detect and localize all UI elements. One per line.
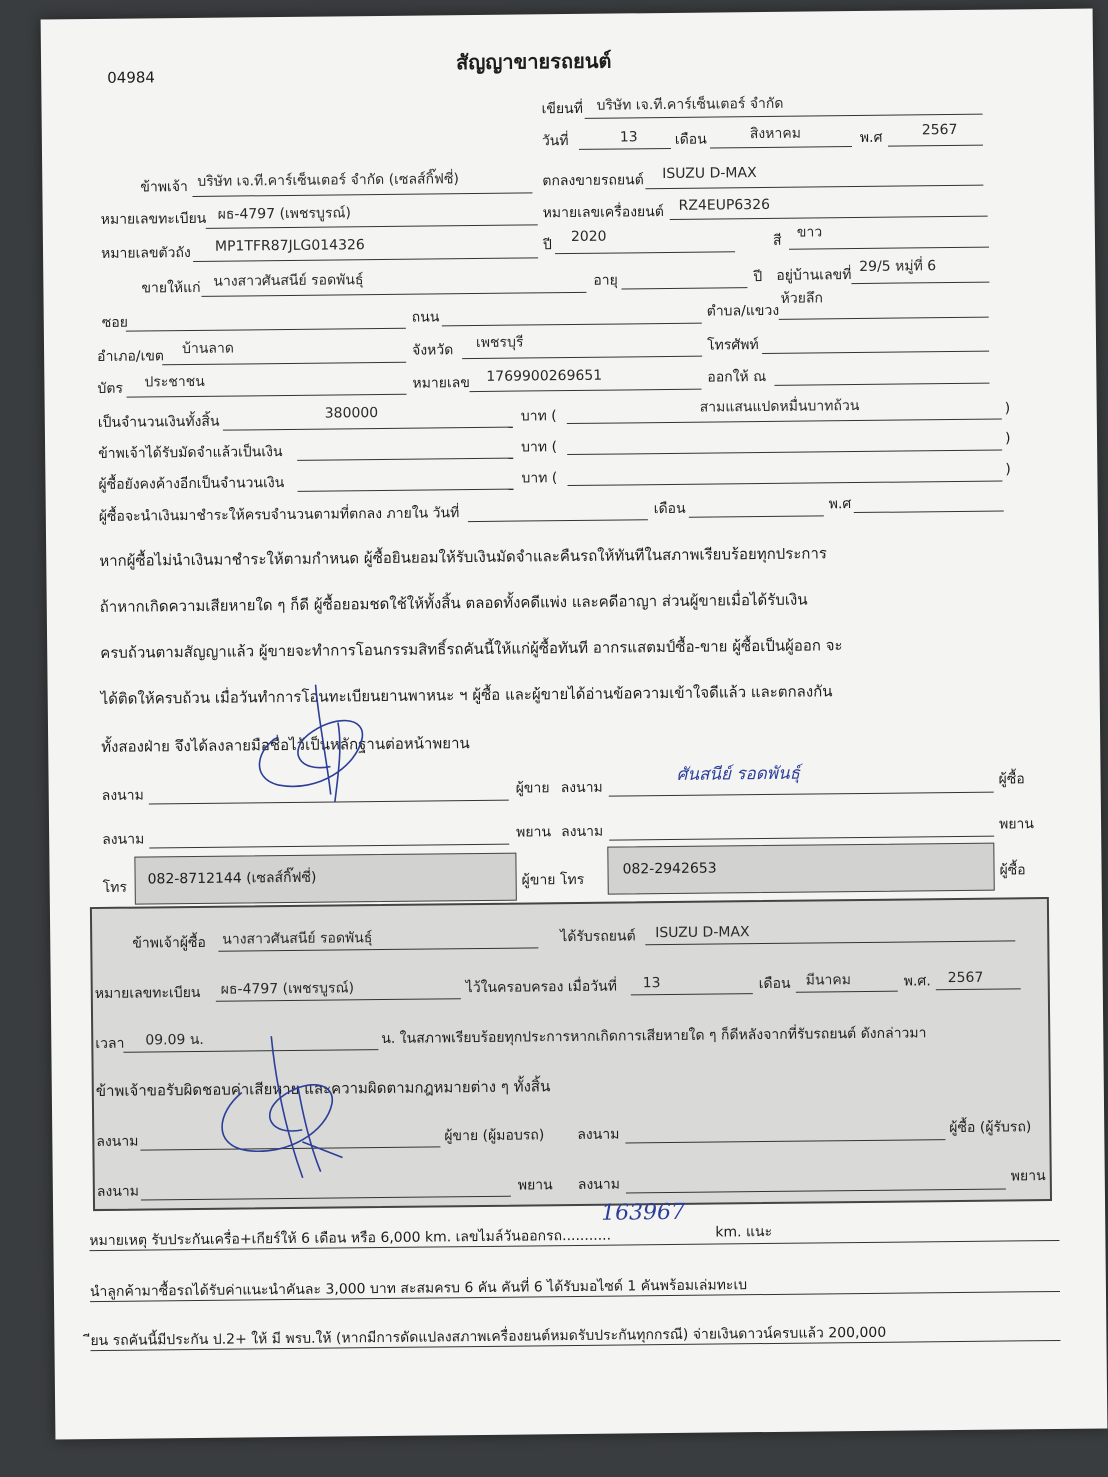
possess-label: ไว้ในครอบครอง เมื่อวันที่ [465, 978, 617, 997]
note-line-3: ียน รถคันนี้มีประกัน ป.2+ ให้ มี พรบ.ให้ (หากมีการดัดแปลงสภาพเครื่องยนต์หมดรับประกันทุกกรณี) จ่ายเงินดาวน์ครบแล้ว 200,000 [90, 1324, 887, 1350]
buyer-sign-label: ผู้ซื้อ [998, 771, 1025, 788]
day-value: 13 [619, 129, 638, 146]
receipt-buyer-value: นางสาวศันสนีย์ รอดพันธุ์ [222, 930, 373, 948]
total-words-line [567, 419, 1002, 425]
agree-label: ตกลงขายรถยนต์ [542, 172, 644, 190]
receipt-sign-label-3: ลงนาม [96, 1183, 140, 1201]
receipt-seller-label: ผู้ขาย (ผู้มอบรถ) [444, 1127, 545, 1145]
seller-line [192, 192, 532, 197]
receipt-sign-label-2: ลงนาม [577, 1126, 620, 1143]
phone-line [762, 351, 989, 354]
baht-label-1: บาท ( [520, 408, 557, 425]
receipt-month-value: มีนาคม [805, 972, 852, 989]
baht-label-3: บาท ( [521, 470, 558, 487]
receipt-day-value: 13 [642, 975, 661, 992]
phone-label: โทรศัพท์ [706, 337, 759, 354]
age-label: อายุ [593, 272, 618, 289]
buyer-name-line [201, 292, 586, 297]
receipt-plate-value: ผธ-4797 (เพชรบูรณ์) [220, 980, 355, 998]
terms-line-1: หากผู้ซื้อไม่นำเงินมาชำระให้ตามกำหนด ผู้ซื้อยินยอมให้รับเงินมัดจำและคืนรถให้ทันทีในสภาพเรียบร้อยทุกประการ [99, 544, 828, 570]
card-no-label: หมายเลข [412, 375, 470, 392]
close-paren-3: ) [1005, 461, 1011, 478]
buyer-signature-text: ศันสนีย์ รอดพันธุ์ [676, 763, 800, 785]
issued-label: ออกให้ ณ [707, 368, 767, 386]
total-value: 380000 [324, 405, 379, 422]
note-line-1: หมายเหตุ รับประกันเครื่อ+เกียร์ให้ 6 เดือน หรือ 6,000 km. เลขไมล์วันออกรถ........... [89, 1227, 612, 1250]
deposit-line [297, 458, 513, 461]
buyer-name-value: นางสาวศันสนีย์ รอดพันธุ์ [213, 272, 364, 290]
terms-line-5: ทั้งสองฝ่าย จึงได้ลงลายมือชื่อไว้เป็นหลักฐานต่อหน้าพยาน [101, 734, 470, 756]
seller-phone-label: ผู้ขาย โทร [521, 871, 585, 889]
remaining-label: ผู้ซื้อยังคงค้างอีกเป็นจำนวนเงิน [98, 475, 285, 493]
remaining-words-line [567, 480, 1002, 486]
province-label: จังหวัด [411, 342, 454, 359]
province-value: เพชรบุรี [475, 334, 524, 352]
plate-line [206, 224, 538, 228]
sell-to-label: ขายให้แก่ [141, 279, 201, 297]
time-value: 09.09 น. [145, 1031, 204, 1049]
receipt-buyer-sign-label: ผู้ซื้อ (ผู้รับรถ) [949, 1119, 1032, 1137]
note-line-2: นำลูกค้ามาซื้อรถได้รับค่าแนะนำคันละ 3,000 บาท สะสมครบ 6 คัน คันที่ 6 ได้รับมอไซด์ 1 คันพร้อมเล่มทะเบ [89, 1277, 748, 1301]
total-label: เป็นจำนวนเงินทั้งสิ้น [97, 413, 220, 431]
buyer-phone-label: ผู้ซื้อ [999, 862, 1026, 879]
remaining-line [298, 489, 514, 492]
month-line [710, 146, 852, 148]
contract-paper [41, 9, 1108, 1440]
sign-label-1: ลงนาม [101, 787, 144, 804]
witness-label-1: พยาน [516, 824, 552, 841]
time-label: เวลา [95, 1035, 125, 1053]
receipt-sign-label-1: ลงนาม [96, 1133, 139, 1151]
written-at-value: บริษัท เจ.ที.คาร์เซ็นเตอร์ จำกัด [596, 95, 784, 114]
buyer-phone-box [607, 843, 994, 895]
issued-line [774, 383, 989, 386]
age-unit-label: ปี [753, 269, 763, 286]
mileage-value: 163967 [600, 1199, 686, 1226]
road-line [442, 323, 702, 327]
deposit-words-line [567, 450, 1002, 456]
plate-label: หมายเลขทะเบียน [100, 210, 207, 228]
soi-line [126, 328, 406, 332]
district-value: บ้านลาด [181, 340, 234, 358]
district-label: อำเภอ/เขต [97, 348, 165, 365]
month-label: เดือน [674, 131, 707, 148]
address-line [851, 282, 989, 284]
seller-label: ข้าพเจ้า [140, 179, 188, 196]
year-line [888, 145, 983, 147]
baht-label-2: บาท ( [521, 439, 558, 456]
terms-line-4: ได้ติดให้ครบถ้วน เมื่อวันทำการโอนทะเบียนยานพาหนะ ฯ ผู้ซื้อ และผู้ขายได้อ่านข้อความเข้าใจดีแล้ว และตกลงกัน [100, 682, 833, 708]
card-line [127, 394, 407, 398]
soi-label: ซอย [101, 314, 128, 331]
phone-row-label: โทร [102, 879, 128, 896]
close-paren-2: ) [1004, 430, 1011, 447]
terms-line-2: ถ้าหากเกิดความเสียหายใด ๆ ก็ดี ผู้ซื้อยอมชดใช้ให้ทั้งสิ้น ตลอดทั้งคดีแพ่ง และคดีอาญา ส่วนผู้ขายเมื่อได้รับเงิน [99, 590, 808, 616]
deposit-label: ข้าพเจ้าได้รับมัดจำแล้วเป็นเงิน [98, 444, 283, 462]
total-words-value: สามแสนแปดหมื่นบาทถ้วน [699, 397, 860, 416]
province-line [462, 356, 702, 360]
due-year-label: พ.ศ [828, 496, 852, 513]
sign-label-2: ลงนาม [560, 779, 603, 797]
received-label: ได้รับรถยนต์ [560, 928, 636, 946]
receipt-buyer-label: ข้าพเจ้าผู้ซื้อ [132, 934, 206, 952]
witness-label-2: พยาน [998, 816, 1035, 833]
engine-line [670, 216, 988, 220]
chassis-label: หมายเลขตัวถัง [100, 244, 191, 262]
road-label: ถนน [411, 309, 440, 326]
witness-line-2 [609, 836, 994, 841]
model-year-line [555, 251, 735, 254]
terms-line-3: ครบถ้วนตามสัญญาแล้ว ผู้ขายจะทำการโอนกรรมสิทธิ์รถคันนี้ให้แก่ผู้ซื้อทันที อากรแสตมป์ซื้อ-ขาย ผู้ซื้อเป็นผู้ออก จะ [100, 636, 843, 662]
year-value: 2567 [921, 121, 958, 139]
total-line [223, 427, 513, 431]
seller-value: บริษัท เจ.ที.คาร์เซ็นเตอร์ จำกัด (เซลส์กิ๊ฟซี่) [197, 171, 459, 190]
due-day-line [468, 519, 648, 522]
month-value: สิงหาคม [749, 125, 801, 143]
color-label: สี [772, 232, 782, 249]
receipt-seller-signature [201, 1031, 353, 1183]
date-label: วันที่ [541, 133, 569, 150]
received-car-value: ISUZU D-MAX [655, 924, 750, 942]
card-label: บัตร [97, 380, 124, 397]
buyer-sign-line [609, 792, 994, 797]
buyer-phone-value: 082-2942653 [622, 860, 717, 878]
receipt-month-label: เดือน [758, 975, 791, 993]
seller-phone-box [134, 853, 516, 905]
address-label: อยู่บ้านเลขที่ [776, 267, 852, 284]
engine-label: หมายเลขเครื่องยนต์ [542, 204, 664, 222]
witness-line-1 [149, 844, 509, 849]
color-value: ขาว [796, 224, 823, 241]
receipt-condition: น. ในสภาพเรียบร้อยทุกประการหากเกิดการเสียหายใด ๆ ก็ดีหลังจากที่รับรถยนต์ ดังกล่าวมา [381, 1025, 927, 1048]
page-title: สัญญาขายรถยนต์ [455, 48, 612, 75]
seller-sign-label: ผู้ขาย [515, 780, 550, 797]
note-line-1-end: km. แนะ [715, 1223, 773, 1241]
car-value: ISUZU D-MAX [662, 165, 757, 183]
due-month-line [689, 515, 824, 517]
due-month-label: เดือน [653, 500, 686, 518]
agree-line [645, 185, 983, 190]
written-at-label: เขียนที่ [541, 100, 584, 118]
chassis-line [193, 257, 538, 262]
receipt-year-value: 2567 [947, 969, 984, 987]
sign-label-4: ลงนาม [561, 823, 604, 841]
sign-label-3: ลงนาม [102, 831, 145, 848]
age-line [621, 287, 747, 289]
seller-phone-value: 082-8712144 (เซลส์กิ๊ฟซี่) [147, 869, 317, 888]
card-no-line [470, 389, 702, 392]
subdistrict-label: ตำบล/แขวง [706, 302, 780, 320]
receipt-year-label: พ.ศ. [903, 973, 931, 990]
doc-number: 04984 [107, 68, 156, 87]
chassis-value: MP1TFR87JLG014326 [214, 237, 365, 255]
model-year-label: ปี [542, 237, 552, 254]
receipt-witness-label-1: พยาน [517, 1177, 553, 1194]
address-value: 29/5 หมู่ที่ 6 [859, 258, 937, 275]
district-line [162, 362, 406, 366]
due-label: ผู้ซื้อจะนำเงินมาชำระให้ครบจำนวนตามที่ตกลง ภายใน วันที่ [98, 505, 460, 525]
day-line [579, 148, 671, 150]
card-value: ประชาชน [144, 373, 205, 391]
engine-value: RZ4EUP6326 [678, 196, 771, 214]
model-year-value: 2020 [570, 228, 607, 246]
receipt-witness-label-2: พยาน [1010, 1168, 1046, 1185]
color-line [789, 247, 989, 250]
card-no-value: 1769900269651 [486, 367, 603, 385]
receipt-liability: ข้าพเจ้าขอรับผิดชอบค่าเสียหาย และความผิดตามกฎหมายต่าง ๆ ทั้งสิ้น [95, 1077, 551, 1101]
subdistrict-line [779, 317, 989, 320]
due-year-line [854, 510, 1004, 513]
receipt-plate-label: หมายเลขทะเบียน [94, 984, 201, 1003]
subdistrict-value: ห้วยลึก [780, 290, 823, 307]
year-label: พ.ศ [859, 129, 883, 146]
seller-signature [237, 676, 388, 808]
receipt-sign-label-4: ลงนาม [577, 1176, 620, 1193]
written-at-line [585, 114, 983, 119]
plate-value: ผธ-4797 (เพชรบูรณ์) [217, 205, 351, 223]
close-paren-1: ) [1004, 400, 1011, 417]
